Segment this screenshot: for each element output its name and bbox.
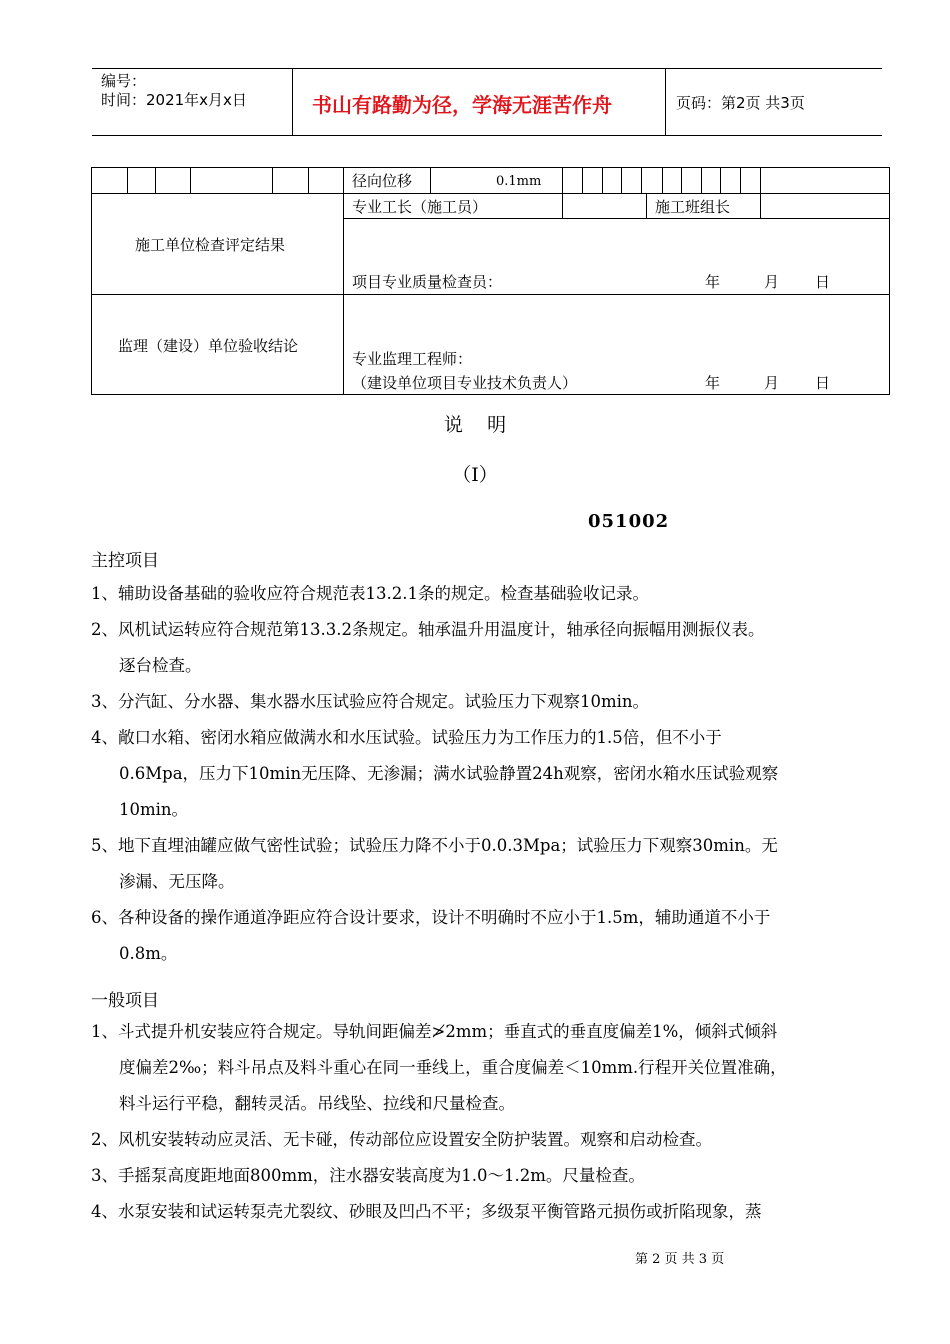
radial-displacement-value: 0.1mm bbox=[496, 174, 542, 189]
header-top-rule bbox=[92, 68, 882, 69]
list-item-line: 2、风机试运转应符合规范第13.3.2条规定。轴承温升用温度计，轴承径向振幅用测振仪表。 bbox=[91, 620, 765, 639]
header-divider bbox=[665, 68, 666, 136]
table-border bbox=[889, 167, 890, 395]
sign-day: 日 bbox=[815, 374, 831, 392]
doc-roman-numeral: （Ⅰ） bbox=[452, 464, 498, 486]
table-cell-divider bbox=[662, 167, 663, 193]
table-cell-divider bbox=[760, 167, 761, 193]
document-number-label: 编号： bbox=[101, 72, 147, 90]
construction-result-label: 施工单位检查评定结果 bbox=[135, 236, 286, 254]
supervising-engineer-label: 专业监理工程师： bbox=[352, 350, 473, 368]
doc-code: 051002 bbox=[588, 511, 670, 532]
list-item-line: 10min。 bbox=[119, 800, 189, 819]
table-column-divider bbox=[343, 167, 344, 395]
table-cell-divider bbox=[740, 167, 741, 193]
header-motto: 书山有路勤为径，学海无涯苦作舟 bbox=[312, 93, 612, 117]
document-time: 时间：2021年x月x日 bbox=[101, 91, 247, 109]
table-cell-divider bbox=[155, 167, 156, 193]
header-page-number: 页码：第2页 共3页 bbox=[676, 94, 805, 112]
table-cell-divider bbox=[582, 167, 583, 193]
table-rule bbox=[343, 218, 889, 219]
radial-displacement-label: 径向位移 bbox=[352, 172, 413, 190]
sign-month: 月 bbox=[764, 374, 780, 392]
list-item-line: 4、敞口水箱、密闭水箱应做满水和水压试验。试验压力为工作压力的1.5倍，但不小于 bbox=[91, 728, 722, 747]
header-bottom-rule bbox=[92, 135, 882, 136]
list-item-line: 0.6Mpa，压力下10min无压降、无渗漏；满水试验静置24h观察，密闭水箱水压试验观察 bbox=[119, 764, 779, 783]
main-control-heading: 主控项目 bbox=[91, 551, 159, 571]
table-cell-divider bbox=[308, 167, 309, 193]
list-item-line: 4、水泵安装和试运转泵壳尤裂纹、砂眼及凹凸不平；多级泵平衡管路元损伤或折陷现象，蒸 bbox=[91, 1202, 762, 1221]
foreman-label: 专业工长（施工员） bbox=[352, 198, 488, 216]
table-cell-divider bbox=[562, 167, 563, 193]
table-cell-divider bbox=[127, 167, 128, 193]
table-cell-divider bbox=[720, 167, 721, 193]
list-item-line: 6、各种设备的操作通道净距应符合设计要求，设计不明确时不应小于1.5m，辅助通道不小于 bbox=[91, 908, 771, 927]
list-item-line: 5、地下直埋油罐应做气密性试验；试验压力降不小于0.0.3Mpa；试验压力下观察30min。无 bbox=[91, 836, 778, 855]
list-item-line: 度偏差2‰；料斗吊点及料斗重心在同一垂线上，重合度偏差＜10mm.行程开关位置准确， bbox=[119, 1058, 787, 1077]
table-cell-divider bbox=[562, 193, 563, 218]
sign-day: 日 bbox=[815, 273, 831, 291]
table-cell-divider bbox=[641, 167, 642, 193]
table-border bbox=[91, 167, 92, 395]
table-rule bbox=[91, 294, 889, 295]
list-item-line: 渗漏、无压降。 bbox=[119, 872, 235, 891]
table-cell-divider bbox=[701, 167, 702, 193]
table-cell-divider bbox=[681, 167, 682, 193]
table-cell-divider bbox=[621, 167, 622, 193]
table-rule bbox=[91, 394, 889, 395]
list-item-line: 1、辅助设备基础的验收应符合规范表13.2.1条的规定。检查基础验收记录。 bbox=[91, 584, 649, 603]
quality-inspector-label: 项目专业质量检查员： bbox=[352, 273, 503, 291]
list-item-line: 3、手摇泵高度距地面800mm，注水器安装高度为1.0～1.2m。尺量检查。 bbox=[91, 1166, 645, 1185]
page-footer: 第 2 页 共 3 页 bbox=[635, 1252, 725, 1267]
table-cell-divider bbox=[602, 167, 603, 193]
sign-month: 月 bbox=[764, 273, 780, 291]
sign-year: 年 bbox=[705, 273, 721, 291]
list-item-line: 0.8m。 bbox=[119, 944, 178, 963]
team-leader-label: 施工班组长 bbox=[655, 198, 731, 216]
general-items-heading: 一般项目 bbox=[91, 991, 159, 1011]
supervision-conclusion-label: 监理（建设）单位验收结论 bbox=[118, 337, 299, 355]
table-cell-divider bbox=[272, 167, 273, 193]
doc-title: 说 明 bbox=[443, 414, 507, 436]
table-cell-divider bbox=[190, 167, 191, 193]
table-rule bbox=[91, 193, 889, 194]
list-item-line: 2、风机安装转动应灵活、无卡碰，传动部位应设置安全防护装置。观察和启动检查。 bbox=[91, 1130, 712, 1149]
table-rule bbox=[91, 167, 889, 168]
table-cell-divider bbox=[646, 193, 647, 218]
owner-representative-label: （建设单位项目专业技术负责人） bbox=[352, 374, 578, 392]
list-item-line: 逐台检查。 bbox=[119, 656, 202, 675]
list-item-line: 3、分汽缸、分水器、集水器水压试验应符合规定。试验压力下观察10min。 bbox=[91, 692, 650, 711]
header-divider bbox=[292, 68, 293, 136]
sign-year: 年 bbox=[705, 374, 721, 392]
list-item-line: 1、斗式提升机安装应符合规定。导轨间距偏差≯2mm；垂直式的垂直度偏差1%，倾斜式倾斜 bbox=[91, 1022, 778, 1041]
list-item-line: 料斗运行平稳，翻转灵活。吊线坠、拉线和尺量检查。 bbox=[119, 1094, 515, 1113]
table-cell-divider bbox=[760, 193, 761, 218]
table-cell-divider bbox=[430, 167, 431, 193]
